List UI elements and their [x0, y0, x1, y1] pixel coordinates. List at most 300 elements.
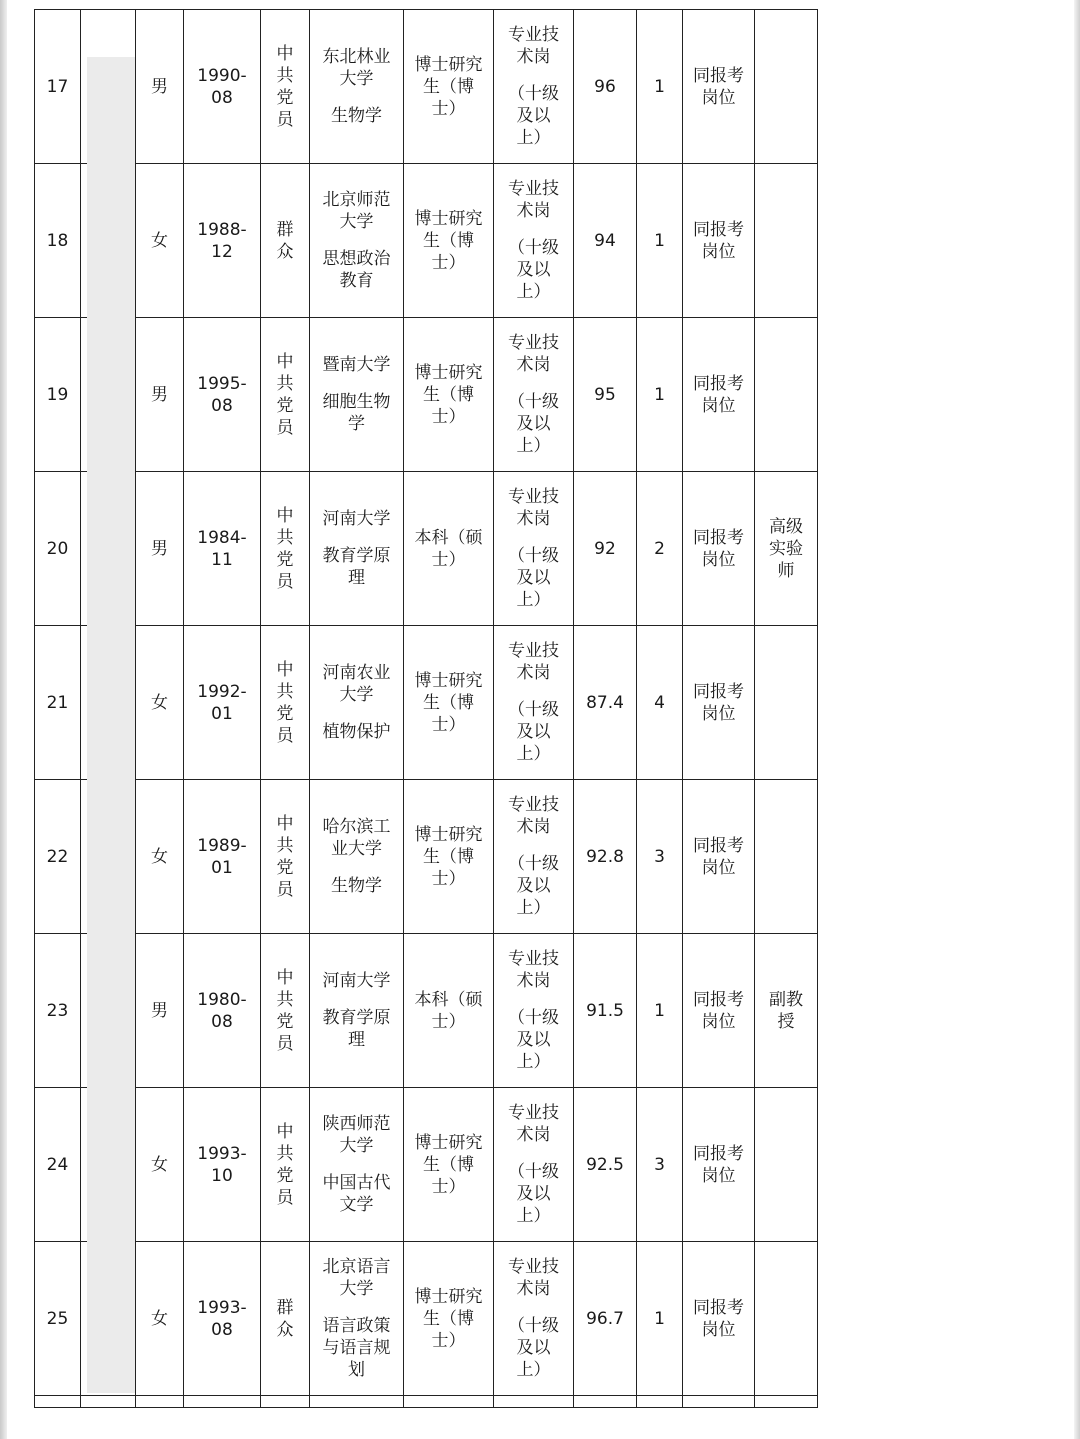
cell-gender: 女: [136, 164, 184, 318]
cell-gender: 男: [136, 472, 184, 626]
cell-empty: [755, 1396, 818, 1408]
position-line: 岗位: [701, 395, 736, 416]
cell-position: [683, 626, 755, 780]
cell-title: [755, 1242, 818, 1396]
major-line: 思想政治: [322, 249, 391, 269]
education-line: 本科（硕: [414, 989, 483, 1010]
birth-line: 1993-: [197, 1143, 247, 1164]
cell-political-status: [261, 934, 310, 1088]
education-line: 士）: [431, 98, 466, 119]
post-level-line: 及以: [516, 106, 551, 126]
cell-political-status: [261, 472, 310, 626]
spacer: [496, 376, 571, 391]
education-line: 士）: [431, 549, 466, 570]
education-line: 士）: [431, 406, 466, 427]
spacer: [496, 1300, 571, 1315]
spacer: [312, 860, 401, 875]
post-level-line: 及以: [516, 876, 551, 896]
party-line: 员: [276, 417, 294, 438]
cell-empty: [404, 1396, 494, 1408]
post-line: 术岗: [516, 663, 551, 683]
post-level-line: 上）: [516, 436, 551, 456]
major-line: 理: [348, 568, 365, 588]
cell-school-major: [310, 780, 404, 934]
party-line: 共: [276, 989, 294, 1010]
birth-line: 1984-: [197, 527, 247, 548]
cell-score: 96: [574, 10, 637, 164]
cell-empty: [637, 1396, 683, 1408]
party-line: 共: [276, 835, 294, 856]
page-edge-shadow-right: [1074, 0, 1080, 1439]
cell-education: [404, 780, 494, 934]
cell-title: [755, 780, 818, 934]
cell-empty: [683, 1396, 755, 1408]
post-line: 术岗: [516, 355, 551, 375]
post-level-line: （十级: [508, 1162, 559, 1182]
birth-line: 11: [211, 549, 233, 570]
party-line: 党: [276, 857, 294, 878]
post-line: 专业技: [508, 795, 559, 815]
cell-post-type: [494, 934, 574, 1088]
post-line: 专业技: [508, 1257, 559, 1277]
post-level-line: （十级: [508, 546, 559, 566]
position-line: 同报考: [693, 373, 744, 394]
cell-gender: 女: [136, 626, 184, 780]
cell-education: [404, 1088, 494, 1242]
cell-title: [755, 934, 818, 1088]
birth-line: 1995-: [197, 373, 247, 394]
party-line: 员: [276, 109, 294, 130]
school-line: 大学: [339, 685, 374, 705]
education-line: 生（博: [423, 692, 474, 713]
position-line: 岗位: [701, 857, 736, 878]
post-level-line: 上）: [516, 1206, 551, 1226]
cell-empty: [184, 1396, 261, 1408]
cell-school-major: [310, 472, 404, 626]
major-line: 中国古代: [322, 1173, 391, 1193]
education-line: 博士研究: [414, 670, 483, 691]
education-line: 士）: [431, 1330, 466, 1351]
cell-number: 25: [35, 1242, 81, 1396]
birth-line: 08: [211, 1319, 233, 1340]
cell-rank: 2: [637, 472, 683, 626]
birth-line: 1980-: [197, 989, 247, 1010]
position-line: 同报考: [693, 681, 744, 702]
cell-rank: 1: [637, 1242, 683, 1396]
redacted-name-column: [87, 57, 135, 1393]
post-line: 术岗: [516, 971, 551, 991]
cell-title: [755, 472, 818, 626]
page-edge-shadow-left: [0, 0, 7, 1439]
post-level-line: 及以: [516, 1030, 551, 1050]
post-level-line: 及以: [516, 722, 551, 742]
table-row: [35, 164, 818, 318]
spacer: [312, 90, 401, 105]
table-row: [35, 1088, 818, 1242]
major-line: 划: [348, 1360, 365, 1380]
cell-education: [404, 1242, 494, 1396]
party-line: 中: [276, 659, 294, 680]
post-level-line: 上）: [516, 282, 551, 302]
cell-post-type: [494, 10, 574, 164]
party-line: 员: [276, 571, 294, 592]
spacer: [312, 530, 401, 545]
party-line: 中: [276, 43, 294, 64]
post-level-line: 上）: [516, 1360, 551, 1380]
post-level-line: （十级: [508, 1008, 559, 1028]
cell-position: [683, 472, 755, 626]
position-line: 同报考: [693, 989, 744, 1010]
party-line: 员: [276, 1033, 294, 1054]
title-line: 实验: [769, 538, 803, 559]
party-line: 群: [276, 219, 294, 240]
post-level-line: 及以: [516, 1184, 551, 1204]
post-level-line: （十级: [508, 238, 559, 258]
cell-title: [755, 10, 818, 164]
education-line: 本科（硕: [414, 527, 483, 548]
party-line: 中: [276, 351, 294, 372]
post-line: 专业技: [508, 1103, 559, 1123]
party-line: 员: [276, 879, 294, 900]
position-line: 同报考: [693, 527, 744, 548]
cell-birth-date: [184, 1242, 261, 1396]
candidate-table: [34, 9, 818, 1408]
spacer: [312, 233, 401, 248]
cell-birth-date: [184, 626, 261, 780]
school-line: 北京语言: [322, 1257, 391, 1277]
cell-title: [755, 1088, 818, 1242]
post-level-line: 上）: [516, 744, 551, 764]
party-line: 中: [276, 1121, 294, 1142]
post-level-line: 上）: [516, 1052, 551, 1072]
cell-political-status: [261, 780, 310, 934]
cell-empty: [81, 1396, 136, 1408]
cell-gender: 女: [136, 1242, 184, 1396]
post-level-line: 及以: [516, 414, 551, 434]
cell-empty: [310, 1396, 404, 1408]
major-line: 与语言规: [322, 1338, 391, 1358]
spacer: [312, 1300, 401, 1315]
cell-position: [683, 10, 755, 164]
cell-empty: [261, 1396, 310, 1408]
candidate-table-body: [35, 10, 818, 1408]
birth-line: 1988-: [197, 219, 247, 240]
school-line: 哈尔滨工: [322, 817, 391, 837]
education-line: 博士研究: [414, 54, 483, 75]
cell-birth-date: [184, 472, 261, 626]
post-line: 专业技: [508, 487, 559, 507]
cell-score: 87.4: [574, 626, 637, 780]
table-row: [35, 934, 818, 1088]
school-line: 东北林业: [322, 47, 391, 67]
cell-education: [404, 164, 494, 318]
education-line: 生（博: [423, 846, 474, 867]
table-row: [35, 318, 818, 472]
cell-school-major: [310, 10, 404, 164]
major-line: 教育: [339, 271, 374, 291]
cell-empty: [574, 1396, 637, 1408]
cell-score: 92.8: [574, 780, 637, 934]
school-line: 陕西师范: [322, 1114, 391, 1134]
title-line: 副教: [769, 989, 803, 1010]
title-line: 高级: [769, 516, 803, 537]
position-line: 岗位: [701, 87, 736, 108]
education-line: 士）: [431, 868, 466, 889]
education-line: 生（博: [423, 384, 474, 405]
major-line: 语言政策: [322, 1316, 391, 1336]
party-line: 中: [276, 967, 294, 988]
birth-line: 1993-: [197, 1297, 247, 1318]
position-line: 同报考: [693, 65, 744, 86]
spacer: [312, 992, 401, 1007]
major-line: 细胞生物: [322, 392, 391, 412]
post-level-line: （十级: [508, 392, 559, 412]
major-line: 学: [348, 414, 365, 434]
post-line: 术岗: [516, 509, 551, 529]
cell-rank: 4: [637, 626, 683, 780]
education-line: 生（博: [423, 230, 474, 251]
post-level-line: 及以: [516, 568, 551, 588]
post-line: 专业技: [508, 641, 559, 661]
post-level-line: 上）: [516, 590, 551, 610]
education-line: 士）: [431, 1011, 466, 1032]
cell-empty: [136, 1396, 184, 1408]
cell-education: [404, 10, 494, 164]
cell-school-major: [310, 318, 404, 472]
post-line: 术岗: [516, 201, 551, 221]
party-line: 众: [276, 1319, 294, 1340]
party-line: 众: [276, 241, 294, 262]
major-line: 文学: [339, 1195, 374, 1215]
cell-post-type: [494, 472, 574, 626]
post-level-line: 上）: [516, 128, 551, 148]
cell-title: [755, 318, 818, 472]
school-line: 河南大学: [322, 509, 391, 529]
table-row-partial: [35, 1396, 818, 1408]
education-line: 士）: [431, 252, 466, 273]
position-line: 岗位: [701, 703, 736, 724]
table-row: [35, 626, 818, 780]
cell-empty: [494, 1396, 574, 1408]
birth-line: 08: [211, 1011, 233, 1032]
cell-number: 18: [35, 164, 81, 318]
cell-score: 91.5: [574, 934, 637, 1088]
spacer: [312, 376, 401, 391]
cell-position: [683, 934, 755, 1088]
school-line: 暨南大学: [322, 355, 391, 375]
cell-title: [755, 626, 818, 780]
spacer: [496, 68, 571, 83]
cell-post-type: [494, 164, 574, 318]
cell-score: 94: [574, 164, 637, 318]
cell-education: [404, 934, 494, 1088]
post-line: 术岗: [516, 47, 551, 67]
cell-empty: [35, 1396, 81, 1408]
birth-line: 1989-: [197, 835, 247, 856]
cell-school-major: [310, 164, 404, 318]
spacer: [496, 1146, 571, 1161]
party-line: 党: [276, 549, 294, 570]
cell-number: 23: [35, 934, 81, 1088]
cell-gender: 男: [136, 934, 184, 1088]
party-line: 共: [276, 681, 294, 702]
post-level-line: （十级: [508, 1316, 559, 1336]
party-line: 共: [276, 527, 294, 548]
birth-line: 01: [211, 703, 233, 724]
position-line: 岗位: [701, 1319, 736, 1340]
post-level-line: （十级: [508, 700, 559, 720]
cell-birth-date: [184, 10, 261, 164]
post-level-line: 及以: [516, 1338, 551, 1358]
birth-line: 1992-: [197, 681, 247, 702]
cell-birth-date: [184, 164, 261, 318]
birth-line: 1990-: [197, 65, 247, 86]
party-line: 党: [276, 87, 294, 108]
cell-score: 92: [574, 472, 637, 626]
cell-position: [683, 164, 755, 318]
post-line: 专业技: [508, 179, 559, 199]
cell-education: [404, 472, 494, 626]
post-line: 术岗: [516, 817, 551, 837]
cell-number: 17: [35, 10, 81, 164]
post-level-line: 上）: [516, 898, 551, 918]
cell-rank: 3: [637, 1088, 683, 1242]
spacer: [312, 1157, 401, 1172]
school-line: 大学: [339, 212, 374, 232]
cell-number: 22: [35, 780, 81, 934]
cell-political-status: [261, 10, 310, 164]
major-line: 植物保护: [322, 722, 391, 742]
cell-rank: 1: [637, 10, 683, 164]
cell-rank: 3: [637, 780, 683, 934]
cell-school-major: [310, 1088, 404, 1242]
position-line: 岗位: [701, 549, 736, 570]
birth-line: 01: [211, 857, 233, 878]
post-level-line: （十级: [508, 84, 559, 104]
school-line: 河南大学: [322, 971, 391, 991]
school-line: 北京师范: [322, 190, 391, 210]
spacer: [496, 222, 571, 237]
school-line: 大学: [339, 69, 374, 89]
position-line: 岗位: [701, 1011, 736, 1032]
spacer: [496, 530, 571, 545]
cell-position: [683, 318, 755, 472]
education-line: 生（博: [423, 1154, 474, 1175]
cell-political-status: [261, 318, 310, 472]
cell-political-status: [261, 1088, 310, 1242]
spacer: [496, 992, 571, 1007]
cell-score: 96.7: [574, 1242, 637, 1396]
party-line: 中: [276, 813, 294, 834]
party-line: 党: [276, 703, 294, 724]
school-line: 业大学: [331, 839, 382, 859]
party-line: 党: [276, 1165, 294, 1186]
post-level-line: 及以: [516, 260, 551, 280]
post-line: 专业技: [508, 333, 559, 353]
birth-line: 08: [211, 395, 233, 416]
cell-political-status: [261, 1242, 310, 1396]
position-line: 同报考: [693, 1143, 744, 1164]
spacer: [496, 684, 571, 699]
party-line: 党: [276, 1011, 294, 1032]
major-line: 教育学原: [322, 1008, 391, 1028]
education-line: 生（博: [423, 1308, 474, 1329]
cell-school-major: [310, 1242, 404, 1396]
education-line: 博士研究: [414, 1132, 483, 1153]
cell-school-major: [310, 934, 404, 1088]
spacer: [312, 706, 401, 721]
cell-birth-date: [184, 1088, 261, 1242]
table-row: [35, 10, 818, 164]
cell-gender: 男: [136, 318, 184, 472]
education-line: 博士研究: [414, 208, 483, 229]
cell-political-status: [261, 626, 310, 780]
cell-position: [683, 1088, 755, 1242]
party-line: 员: [276, 1187, 294, 1208]
school-line: 大学: [339, 1136, 374, 1156]
education-line: 士）: [431, 714, 466, 735]
party-line: 党: [276, 395, 294, 416]
post-line: 术岗: [516, 1279, 551, 1299]
education-line: 生（博: [423, 76, 474, 97]
cell-number: 19: [35, 318, 81, 472]
major-line: 生物学: [331, 876, 382, 896]
cell-position: [683, 1242, 755, 1396]
cell-rank: 1: [637, 164, 683, 318]
position-line: 同报考: [693, 219, 744, 240]
cell-post-type: [494, 780, 574, 934]
cell-number: 24: [35, 1088, 81, 1242]
party-line: 共: [276, 65, 294, 86]
school-line: 河南农业: [322, 663, 391, 683]
cell-score: 92.5: [574, 1088, 637, 1242]
cell-rank: 1: [637, 934, 683, 1088]
cell-post-type: [494, 626, 574, 780]
major-line: 生物学: [331, 106, 382, 126]
cell-rank: 1: [637, 318, 683, 472]
school-line: 大学: [339, 1279, 374, 1299]
table-row: [35, 472, 818, 626]
position-line: 岗位: [701, 1165, 736, 1186]
birth-line: 12: [211, 241, 233, 262]
position-line: 同报考: [693, 1297, 744, 1318]
cell-gender: 女: [136, 1088, 184, 1242]
cell-score: 95: [574, 318, 637, 472]
cell-number: 20: [35, 472, 81, 626]
education-line: 士）: [431, 1176, 466, 1197]
cell-political-status: [261, 164, 310, 318]
party-line: 群: [276, 1297, 294, 1318]
birth-line: 10: [211, 1165, 233, 1186]
spacer: [496, 838, 571, 853]
cell-birth-date: [184, 780, 261, 934]
birth-line: 08: [211, 87, 233, 108]
major-line: 理: [348, 1030, 365, 1050]
post-line: 专业技: [508, 949, 559, 969]
title-line: 师: [777, 560, 795, 581]
education-line: 博士研究: [414, 1286, 483, 1307]
cell-gender: 女: [136, 780, 184, 934]
education-line: 博士研究: [414, 824, 483, 845]
party-line: 中: [276, 505, 294, 526]
cell-birth-date: [184, 934, 261, 1088]
cell-number: 21: [35, 626, 81, 780]
party-line: 员: [276, 725, 294, 746]
cell-school-major: [310, 626, 404, 780]
cell-post-type: [494, 318, 574, 472]
table-row: [35, 780, 818, 934]
cell-birth-date: [184, 318, 261, 472]
